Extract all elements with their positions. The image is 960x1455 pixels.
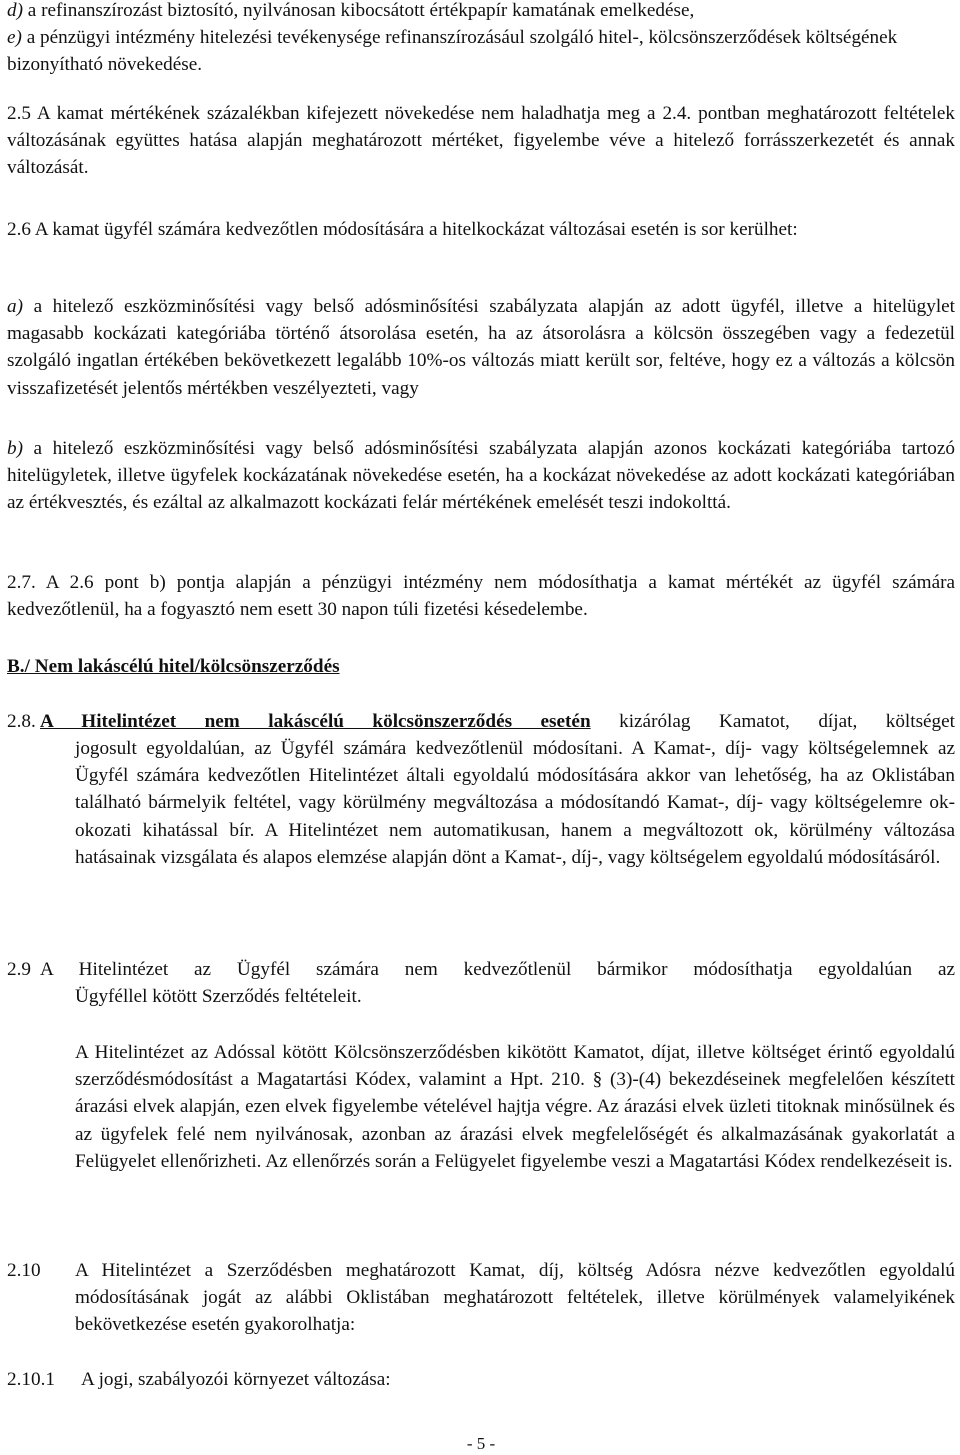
section-2-6-b-label: b) <box>7 438 23 459</box>
section-2-8-lead: A Hitelintézet nem lakáscélú kölcsönszerződés esetén <box>40 711 591 732</box>
section-2-9-paragraph-2: A Hitelintézet az Adóssal kötött Kölcsönszerződésben kikötött Kamatot, díjat, illetve költséget érintő egyoldalú szerződésmódosítást a Magatartási Kódex, valamint a Hpt. 210. § (3)-(4) bekezdéseinek megfelelően készített árazási elvek alapján, ezen elvek figyelembe vételével hajtja végre. Az árazási elvek üzleti titoknak minősülnek és az ügyfelek felé nem nyilvánosak, azonban az árazási elvek megfelelőségét és alkalmazásának gyakorlatát a Felügyelet ellenőrizheti. Az ellenőrzés során a Felügyelet figyelembe veszi a Magatartási Kódex rendelkezéseit is. <box>75 1042 955 1172</box>
document-page <box>7 0 955 1455</box>
section-2-6-a <box>7 293 955 402</box>
section-2-6-a-text: a hitelező eszközminősítési vagy belső adósminősítési szabályzata alapján az adott ügyfél, illetve a hitelügylet magasabb kockázati kategóriába történő átsorolása esetén, ha az átsorolásra a kölcsön összegében vagy a fedezetül szolgáló ingatlan értékében bekövetkezett legalább 10%-os változás miatt került sor, feltéve, hogy ez a változás a kölcsön visszafizetését jelentős mértékben veszélyezteti, vagy <box>7 296 955 399</box>
item-d-paragraph <box>7 0 955 24</box>
section-2-7-text: 2.7. A 2.6 pont b) pontja alapján a pénzügyi intézmény nem módosíthatja a kamat mértékét az ügyfél számára kedvezőtlenül, ha a fogyasztó nem esett 30 napon túli fizetési késedelembe. <box>7 572 955 621</box>
section-2-6-a-label: a) <box>7 296 23 317</box>
item-e-paragraph <box>7 24 955 78</box>
section-2-6 <box>7 216 955 243</box>
section-2-8-first-rest: kizárólag Kamatot, díjat, költséget <box>590 711 955 732</box>
section-2-5 <box>7 100 955 182</box>
section-2-9-first-line: A Hitelintézet az Ügyfél számára nem kedvezőtlenül bármikor módosíthatja egyoldalúan az <box>40 959 955 980</box>
section-2-10-1-number: 2.10.1 <box>7 1369 55 1390</box>
section-b-heading: B./ Nem lakáscélú hitel/kölcsönszerződés <box>7 656 340 677</box>
page-number: - 5 - <box>466 1434 496 1453</box>
section-2-10-number: 2.10 <box>7 1260 41 1281</box>
section-2-8-number: 2.8. <box>7 711 36 732</box>
item-d-text: a refinanszírozást biztosító, nyilvánosan kibocsátott értékpapír kamatának emelkedése, <box>22 0 695 21</box>
section-2-10-1-text: A jogi, szabályozói környezet változása: <box>81 1369 391 1390</box>
section-2-10-text: A Hitelintézet a Szerződésben meghatározott Kamat, díj, költség Adósra nézve kedvezőtlen egyoldalú módosításának jogát az alábbi Oklistában meghatározott feltételek, illetve körülmények valamelyikének bekövetkezése esetén gyakorolhatja: <box>75 1260 955 1336</box>
section-2-6-b <box>7 435 955 517</box>
item-e-label: e) <box>7 27 22 48</box>
section-2-7 <box>7 569 955 623</box>
section-2-9-number: 2.9 <box>7 959 31 980</box>
item-d-label: d) <box>7 0 23 21</box>
section-2-5-number: 2.5 <box>7 103 31 124</box>
section-2-8-first-line <box>40 708 955 735</box>
section-2-6-number: 2.6 <box>7 219 31 240</box>
section-2-9-body: Ügyféllel kötött Szerződés feltételeit. <box>75 986 362 1007</box>
item-e-text: a pénzügyi intézmény hitelezési tevékenysége refinanszírozásául szolgáló hitel-, kölcsönszerződések költségének bizonyítható növekedése. <box>7 27 898 76</box>
section-2-8-body: jogosult egyoldalúan, az Ügyfél számára kedvezőtlenül módosítani. A Kamat-, díj- vagy költségelemnek az Ügyfél számára kedvezőtlen Hitelintézet általi egyoldalú módosítására akkor van lehetőség, ha az Oklistában található bármelyik feltétel, vagy körülmény megváltozása a módosítandó Kamat-, díj- vagy költségelemre ok-okozati kihatással bír. A Hitelintézet nem automatikusan, hanem a megváltozott ok, körülmény változása hatásainak vizsgálata és alapos elemzése alapján dönt a Kamat-, díj-, vagy költségelem egyoldalú módosításáról. <box>75 738 955 868</box>
section-2-5-text: A kamat mértékének százalékban kifejezett növekedése nem haladhatja meg a 2.4. pontban meghatározott feltételek változásának együttes hatása alapján meghatározott mértéket, figyelembe véve a hitelező forrásszerkezetét és annak változását. <box>7 103 955 179</box>
section-2-6-text: A kamat ügyfél számára kedvezőtlen módosítására a hitelkockázat változásai esetén is sor kerülhet: <box>34 219 798 240</box>
section-2-6-b-text: a hitelező eszközminősítési vagy belső adósminősítési szabályzata alapján azonos kockázati kategóriába tartozó hitelügyletek, illetve ügyfelek kockázatának növekedése esetén, ha a kockázat növekedése az adott kockázati kategóriában az értékvesztés, és ezáltal az alkalmazott kockázati felár mértékének emelését teszi indokolttá. <box>7 438 955 514</box>
